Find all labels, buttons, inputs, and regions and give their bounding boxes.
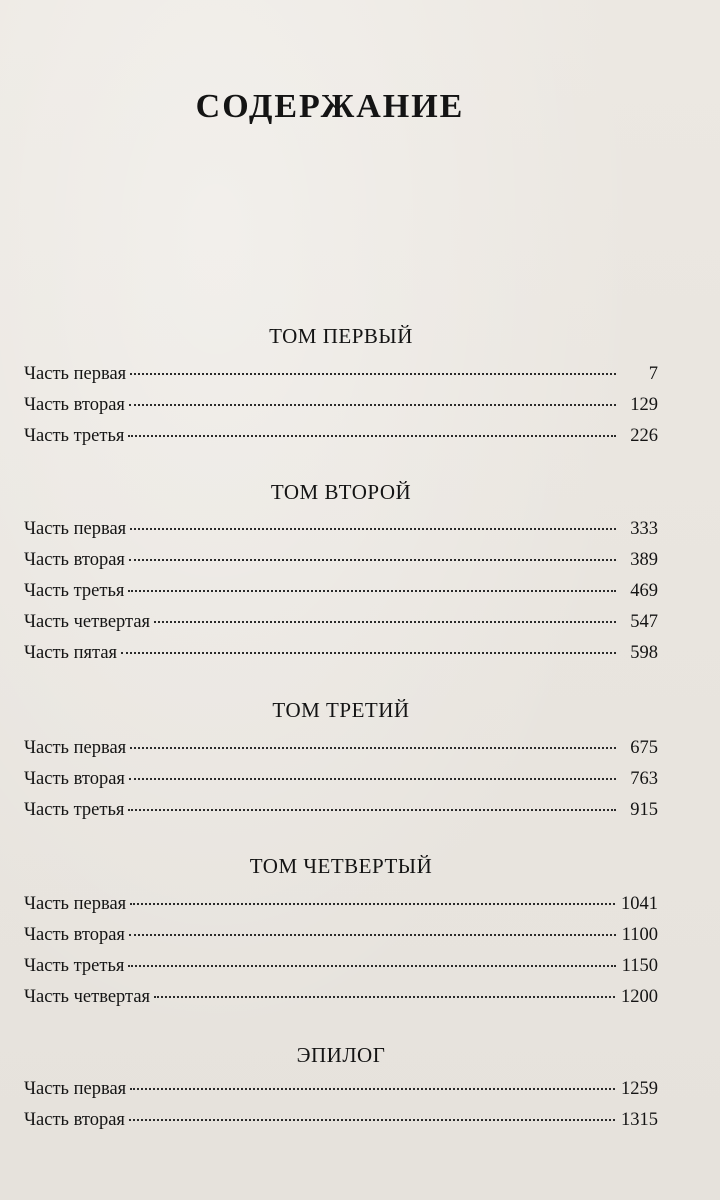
dot-leader bbox=[129, 1117, 615, 1121]
entry-page-number: 333 bbox=[630, 519, 658, 539]
entry-page-number: 1150 bbox=[621, 956, 658, 976]
page-title: СОДЕРЖАНИЕ bbox=[195, 88, 465, 125]
entry-label: Часть вторая bbox=[24, 769, 125, 789]
dot-leader bbox=[129, 776, 616, 780]
entry-label: Часть пятая bbox=[24, 643, 118, 663]
dot-leader bbox=[129, 402, 616, 406]
entry-label: Часть четвертая bbox=[24, 612, 151, 632]
dot-leader bbox=[128, 588, 616, 592]
entry-label: Часть вторая bbox=[24, 550, 125, 570]
entry-label: Часть первая bbox=[24, 364, 127, 384]
dot-leader bbox=[129, 557, 616, 561]
entry-page-number: 1041 bbox=[621, 894, 658, 914]
toc-entry bbox=[24, 426, 658, 452]
toc-entry bbox=[24, 395, 658, 421]
entry-page-number: 763 bbox=[630, 769, 658, 789]
dot-leader bbox=[128, 963, 615, 967]
section-heading-epilogue: ЭПИЛОГ bbox=[296, 1043, 386, 1067]
dot-leader bbox=[128, 433, 616, 437]
toc-entry bbox=[24, 738, 658, 764]
toc-entry bbox=[24, 956, 658, 982]
toc-entry bbox=[24, 800, 658, 826]
dot-leader bbox=[128, 807, 616, 811]
entry-page-number: 226 bbox=[630, 426, 658, 446]
entry-label: Часть первая bbox=[24, 738, 127, 758]
toc-entry bbox=[24, 925, 658, 951]
dot-leader bbox=[154, 619, 616, 623]
toc-entry bbox=[24, 769, 658, 795]
toc-entry bbox=[24, 894, 658, 920]
entry-page-number: 547 bbox=[630, 612, 658, 632]
section-heading-volume-1: ТОМ ПЕРВЫЙ bbox=[269, 324, 413, 348]
toc-entry bbox=[24, 643, 658, 669]
toc-entry bbox=[24, 987, 658, 1013]
entry-page-number: 129 bbox=[630, 395, 658, 415]
entry-page-number: 675 bbox=[630, 738, 658, 758]
entry-label: Часть вторая bbox=[24, 395, 125, 415]
entry-page-number: 1259 bbox=[621, 1079, 658, 1099]
entry-page-number: 598 bbox=[630, 643, 658, 663]
entry-page-number: 1315 bbox=[621, 1110, 658, 1130]
toc-entry bbox=[24, 550, 658, 576]
dot-leader bbox=[121, 650, 616, 654]
toc-entry bbox=[24, 612, 658, 638]
dot-leader bbox=[130, 526, 616, 530]
dot-leader bbox=[130, 745, 616, 749]
dot-leader bbox=[130, 1086, 615, 1090]
entry-label: Часть вторая bbox=[24, 1110, 125, 1130]
entry-label: Часть вторая bbox=[24, 925, 125, 945]
toc-entry bbox=[24, 1110, 658, 1136]
entry-label: Часть третья bbox=[24, 426, 125, 446]
dot-leader bbox=[130, 901, 615, 905]
entry-label: Часть первая bbox=[24, 519, 127, 539]
entry-label: Часть четвертая bbox=[24, 987, 151, 1007]
toc-entry bbox=[24, 581, 658, 607]
entry-label: Часть первая bbox=[24, 1079, 127, 1099]
entry-page-number: 7 bbox=[648, 364, 658, 384]
entry-page-number: 389 bbox=[630, 550, 658, 570]
dot-leader bbox=[129, 932, 616, 936]
dot-leader bbox=[130, 371, 616, 375]
entry-label: Часть третья bbox=[24, 956, 125, 976]
section-heading-volume-4: ТОМ ЧЕТВЕРТЫЙ bbox=[249, 854, 433, 878]
toc-entry bbox=[24, 1079, 658, 1105]
entry-label: Часть третья bbox=[24, 800, 125, 820]
entry-label: Часть третья bbox=[24, 581, 125, 601]
toc-entry bbox=[24, 364, 658, 390]
section-heading-volume-3: ТОМ ТРЕТИЙ bbox=[272, 698, 410, 722]
section-heading-volume-2: ТОМ ВТОРОЙ bbox=[270, 480, 412, 504]
entry-page-number: 1200 bbox=[621, 987, 658, 1007]
toc-entry bbox=[24, 519, 658, 545]
entry-page-number: 915 bbox=[630, 800, 658, 820]
entry-page-number: 1100 bbox=[621, 925, 658, 945]
entry-label: Часть первая bbox=[24, 894, 127, 914]
entry-page-number: 469 bbox=[630, 581, 658, 601]
dot-leader bbox=[154, 994, 615, 998]
